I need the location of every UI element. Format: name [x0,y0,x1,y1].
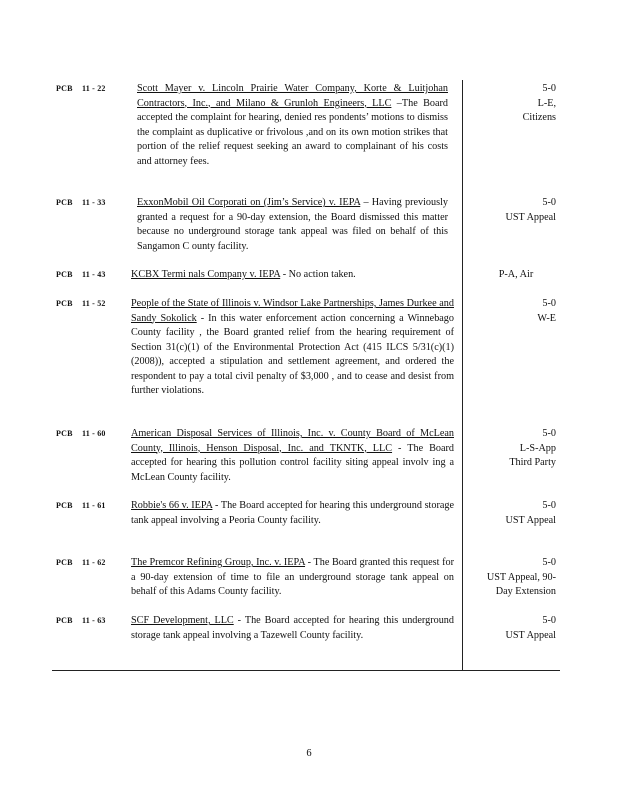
vote-line: P-A, Air [498,269,534,280]
case-description [131,297,454,399]
vote-line: L-S-App [519,442,556,454]
vote-column [472,268,560,283]
vote-line: 5-0 [542,428,556,439]
case-title: SCF Development, LLC [131,615,234,626]
vote-column [468,614,556,643]
case-description [131,427,454,485]
vote-column [468,82,556,126]
case-number: PCB 11 - 43 [56,270,106,279]
vote-line: L-E, [537,97,556,109]
case-summary: - The Board accepted for hearing this pollution control facility siting appeal involv ing a McLean County facility. [131,442,454,483]
case-description [131,556,454,600]
vote-column [468,297,556,326]
case-summary: –The Board accepted the complaint for hearing, denied res pondents’ motions to dismiss the complaint as duplicative or frivolous ,and on its own motion strikes that portion of the relief request seeking an award to complainant of his costs and attorney fees. [137,97,448,167]
vote-line: 5-0 [542,83,556,94]
vote-column [468,556,556,600]
case-title: Scott Mayer v. Lincoln Prairie Water Company, Korte & Luitjohan Contractors, Inc., and Milano & Grunloh Engineers, LLC [137,83,448,109]
case-number: PCB 11 - 60 [56,429,106,438]
vote-line: UST Appeal [505,514,556,526]
case-number: PCB 11 - 63 [56,616,106,625]
page-number: 6 [306,748,312,759]
vote-line: Citizens [522,112,556,123]
case-title: Robbie's 66 v. IEPA [131,500,213,511]
case-summary: - The Board granted this request for a 90-day extension of time to file an underground storage tank appeal on behalf of this Adams County facility. [131,557,454,597]
case-description [131,614,454,643]
case-number: PCB 11 - 52 [56,299,106,308]
case-summary: - No action taken. [280,269,356,280]
case-description [131,268,454,283]
vote-line: W-E [537,312,556,324]
case-title: KCBX Termi nals Company v. IEPA [131,269,281,280]
case-description [137,82,448,169]
vote-line: UST Appeal [505,629,556,641]
case-title: American Disposal Services of Illinois, Inc. v. County Board of McLean County, Illinois, Henson Disposal, Inc. and TKNTK, LLC [131,428,454,454]
case-summary: - In this water enforcement action concerning a Winnebago County facility , the Board granted relief from the hearing requirement of Section 31(c)(1) of the Environmental Protection Act (415 ILCS 5/31(c)(1) (2008)), accepted a stipulation and settlement agreement, and ordered the respondent to pay a total civil penalty of $3,000 , and to cease and desist from further violations. [131,312,454,396]
case-title: The Premcor Refining Group, Inc. v. IEPA [131,557,306,568]
vote-column [468,427,556,471]
column-divider [462,80,463,670]
vote-line: Third Party [509,457,556,468]
case-number: PCB 11 - 61 [56,501,106,510]
vote-line: Day Extension [495,586,556,597]
vote-line: UST Appeal [505,211,556,223]
case-summary: - The Board accepted for hearing this underground storage tank appeal involving a Tazewell County facility. [131,615,454,641]
case-number: PCB 11 - 62 [56,558,106,567]
vote-line: 5-0 [542,500,556,511]
vote-line: 5-0 [542,197,556,208]
vote-line: 5-0 [542,557,556,568]
case-number: PCB 11 - 22 [56,84,106,93]
table-bottom-rule [52,670,560,671]
case-summary: – Having previously granted a request for a 90-day extension, the Board dismissed this matter because no underground storage tank appeal was filed on behalf of this Sangamon C ounty facility. [137,197,448,252]
case-description [137,196,448,254]
case-summary: - The Board accepted for hearing this underground storage tank appeal involving a Peoria County facility. [131,500,454,526]
vote-column [468,499,556,528]
vote-column [468,196,556,225]
case-title: People of the State of Illinois v. Windsor Lake Partnerships, James Durkee and Sandy Sokolick [131,298,454,324]
case-title: ExxonMobil Oil Corporati on (Jim’s Service) v. IEPA [137,197,361,208]
case-description [131,499,454,528]
case-number: PCB 11 - 33 [56,198,106,207]
vote-line: 5-0 [542,615,556,626]
vote-line: 5-0 [542,298,556,309]
vote-line: UST Appeal, 90- [486,571,556,583]
